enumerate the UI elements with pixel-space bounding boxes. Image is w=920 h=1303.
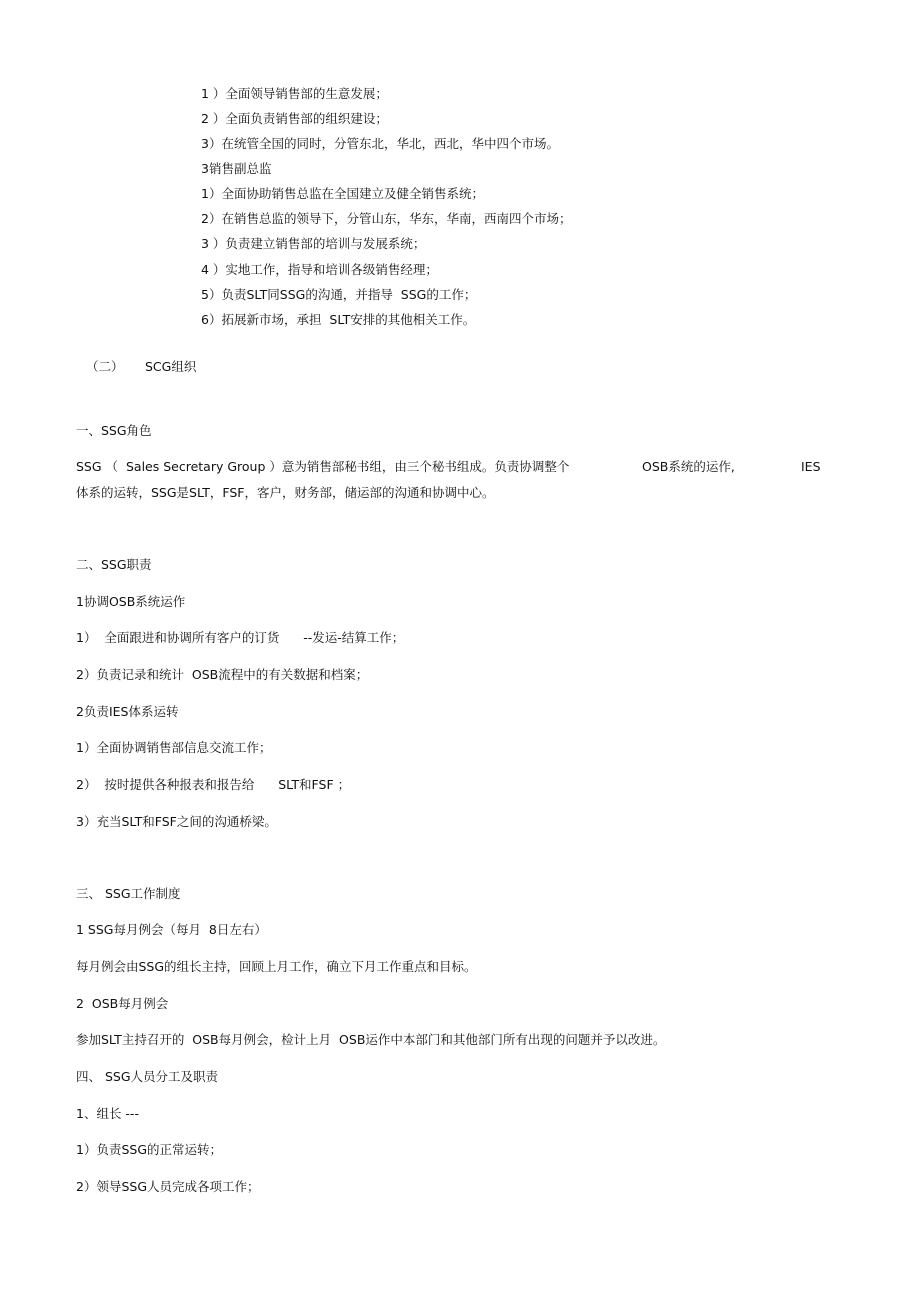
subheading: 2 OSB每月例会 <box>76 996 169 1011</box>
paragraph-text: 参加SLT主持召开的 OSB每月例会，检计上月 OSB运作中本部门和其他部门所有出现的问题并予以改进。 <box>76 1032 666 1047</box>
subheading: 1协调OSB系统运作 <box>76 594 186 609</box>
subheading: 2负责IES体系运转 <box>76 704 179 719</box>
subheading-deputy-director: 3销售副总监 <box>201 161 272 176</box>
list-item: 2） 按时提供各种报表和报告给 SLT和FSF ； <box>76 777 351 792</box>
paragraph-text: 体系的运转，SSG是SLT，FSF，客户，财务部，储运部的沟通和协调中心。 <box>76 485 495 500</box>
list-item: 2）在销售总监的领导下，分管山东，华东，华南，西南四个市场； <box>201 211 572 226</box>
section-title: SCG组织 <box>145 359 197 374</box>
list-item: 3）充当SLT和FSF之间的沟通桥梁。 <box>76 814 277 829</box>
section-heading-ssg-duties: 二、SSG职责 <box>76 557 152 572</box>
list-item: 1）负责SSG的正常运转； <box>76 1142 223 1157</box>
list-item: 5）负责SLT同SSG的沟通，并指导 SSG的工作； <box>201 287 477 302</box>
list-item: 3 ）负责建立销售部的培训与发展系统； <box>201 236 426 251</box>
section-heading-ssg-system: 三、 SSG工作制度 <box>76 886 181 901</box>
section-heading-ssg-staff: 四、 SSG人员分工及职责 <box>76 1069 219 1084</box>
list-item: 2）领导SSG人员完成各项工作； <box>76 1179 260 1194</box>
list-item: 1） 全面跟进和协调所有客户的订货 --发运-结算工作； <box>76 630 405 645</box>
subheading: 1、组长 --- <box>76 1106 139 1121</box>
paragraph-text: 每月例会由SSG的组长主持，回顾上月工作，确立下月工作重点和目标。 <box>76 959 477 974</box>
list-item: 1）全面协助销售总监在全国建立及健全销售系统； <box>201 186 484 201</box>
paragraph-text: IES <box>801 459 821 474</box>
section-number: （二） <box>86 359 124 374</box>
list-item: 1）全面协调销售部信息交流工作； <box>76 740 272 755</box>
paragraph-text: OSB系统的运作, <box>642 459 735 474</box>
list-item: 3）在统管全国的同时，分管东北，华北，西北，华中四个市场。 <box>201 136 559 151</box>
section-heading-ssg-role: 一、SSG角色 <box>76 423 152 438</box>
paragraph-text: SSG （ Sales Secretary Group ）意为销售部秘书组，由三个秘书组成。负责协调整个 <box>76 459 570 474</box>
list-item: 4 ）实地工作，指导和培训各级销售经理； <box>201 262 438 277</box>
list-item: 2 ）全面负责销售部的组织建设； <box>201 111 388 126</box>
list-item: 2）负责记录和统计 OSB流程中的有关数据和档案； <box>76 667 369 682</box>
subheading: 1 SSG每月例会（每月 8日左右） <box>76 922 267 937</box>
list-item: 1 ）全面领导销售部的生意发展； <box>201 86 388 101</box>
list-item: 6）拓展新市场，承担 SLT安排的其他相关工作。 <box>201 312 476 327</box>
